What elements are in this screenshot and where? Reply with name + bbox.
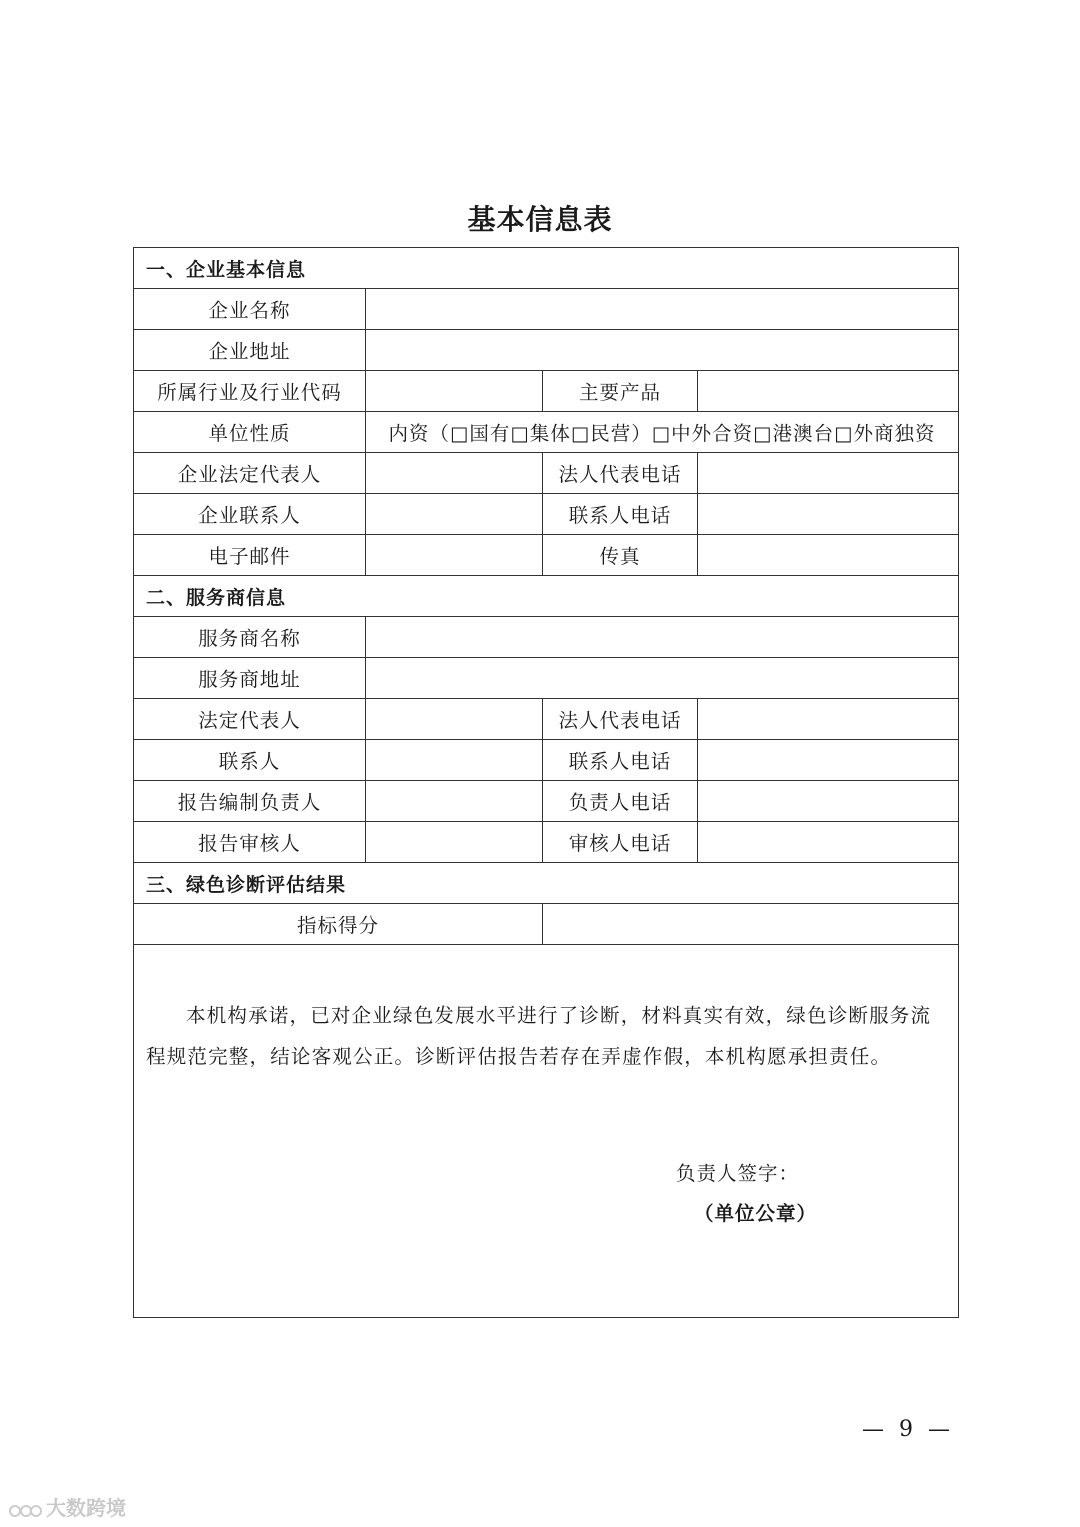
legal-rep-field[interactable] — [366, 453, 543, 494]
reviewer-field[interactable] — [366, 822, 543, 863]
reviewer-label: 报告审核人 — [134, 822, 366, 863]
section-heading-result: 三、绿色诊断评估结果 — [134, 863, 959, 904]
pledge-cell — [134, 945, 959, 1318]
provider-name-field[interactable] — [366, 617, 959, 658]
provider-name-label: 服务商名称 — [134, 617, 366, 658]
pledge-text: 本机构承诺，已对企业绿色发展水平进行了诊断，材料真实有效，绿色诊断服务流程规范完整，结论客观公正。诊断评估报告若存在弄虚作假，本机构愿承担责任。 — [146, 1004, 932, 1068]
main-product-field[interactable] — [698, 371, 959, 412]
main-product-label: 主要产品 — [543, 371, 698, 412]
enterprise-address-label: 企业地址 — [134, 330, 366, 371]
provider-contact-phone-field[interactable] — [698, 740, 959, 781]
watermark — [8, 1492, 126, 1521]
provider-contact-phone-label: 联系人电话 — [543, 740, 698, 781]
watermark-text: 大数跨境 — [46, 1496, 126, 1520]
section-heading-enterprise: 一、企业基本信息 — [134, 248, 959, 289]
provider-contact-label: 联系人 — [134, 740, 366, 781]
contact-phone-label: 联系人电话 — [543, 494, 698, 535]
fax-field[interactable] — [698, 535, 959, 576]
industry-label: 所属行业及行业代码 — [134, 371, 366, 412]
reviewer-phone-field[interactable] — [698, 822, 959, 863]
industry-field[interactable] — [366, 371, 543, 412]
email-label: 电子邮件 — [134, 535, 366, 576]
report-owner-phone-field[interactable] — [698, 781, 959, 822]
legal-rep-phone-field[interactable] — [698, 453, 959, 494]
report-owner-field[interactable] — [366, 781, 543, 822]
enterprise-name-field[interactable] — [366, 289, 959, 330]
report-owner-label: 报告编制负责人 — [134, 781, 366, 822]
provider-legal-rep-label: 法定代表人 — [134, 699, 366, 740]
report-owner-phone-label: 负责人电话 — [543, 781, 698, 822]
contact-phone-field[interactable] — [698, 494, 959, 535]
score-label: 指标得分 — [134, 904, 543, 945]
provider-address-label: 服务商地址 — [134, 658, 366, 699]
enterprise-name-label: 企业名称 — [134, 289, 366, 330]
seal-label: （单位公章） — [694, 1202, 818, 1225]
unit-nature-options[interactable]: 内资（□国有□集体□民营）□中外合资□港澳台□外商独资 — [366, 412, 959, 453]
provider-legal-rep-phone-field[interactable] — [698, 699, 959, 740]
legal-rep-label: 企业法定代表人 — [134, 453, 366, 494]
provider-address-field[interactable] — [366, 658, 959, 699]
page-title: 基本信息表 — [467, 203, 613, 236]
contact-label: 企业联系人 — [134, 494, 366, 535]
provider-legal-rep-field[interactable] — [366, 699, 543, 740]
legal-rep-phone-label: 法人代表电话 — [543, 453, 698, 494]
signature-label[interactable]: 负责人签字： — [676, 1162, 800, 1185]
email-field[interactable] — [366, 535, 543, 576]
watermark-logo-icon — [8, 1499, 42, 1521]
unit-nature-label: 单位性质 — [134, 412, 366, 453]
basic-info-table — [133, 247, 959, 1318]
section-heading-provider: 二、服务商信息 — [134, 576, 959, 617]
fax-label: 传真 — [543, 535, 698, 576]
score-field[interactable] — [543, 904, 959, 945]
contact-field[interactable] — [366, 494, 543, 535]
reviewer-phone-label: 审核人电话 — [543, 822, 698, 863]
page-number: — 9 — — [862, 1417, 954, 1442]
provider-contact-field[interactable] — [366, 740, 543, 781]
provider-legal-rep-phone-label: 法人代表电话 — [543, 699, 698, 740]
enterprise-address-field[interactable] — [366, 330, 959, 371]
